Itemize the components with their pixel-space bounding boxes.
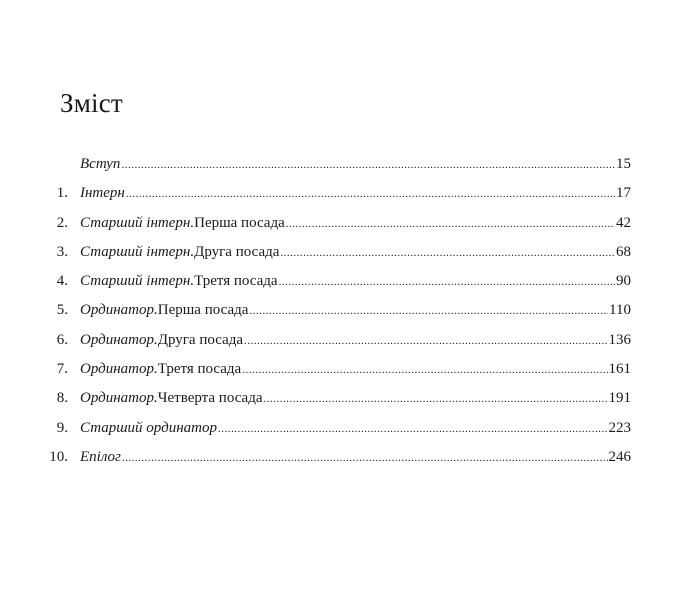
entry-line — [80, 361, 631, 378]
entry-page: 15 — [616, 156, 631, 172]
dot-leader — [126, 189, 615, 200]
toc-entry[interactable] — [0, 386, 700, 415]
entry-title-italic: Старший інтерн. — [80, 243, 195, 260]
dot-leader — [121, 160, 615, 171]
dot-leader — [218, 424, 608, 435]
dot-leader — [279, 277, 615, 288]
dot-leader — [249, 306, 608, 317]
entry-page: 90 — [616, 273, 631, 290]
entry-title-italic: Старший ординатор — [80, 419, 217, 436]
entry-title-rest: Перша посада — [194, 214, 285, 231]
entry-line — [80, 332, 631, 349]
entry-page: 246 — [608, 448, 631, 465]
entry-title-italic: Вступ — [80, 156, 121, 172]
entry-title-rest: Перша посада — [157, 302, 249, 319]
entry-number: 7. — [56, 361, 68, 378]
toc-entry[interactable] — [0, 240, 700, 269]
entry-line — [80, 449, 631, 466]
entry-title-italic: Ординатор. — [80, 361, 158, 378]
entry-title-italic: Ординатор. — [80, 390, 158, 407]
entry-line — [80, 390, 631, 407]
entry-number: 5. — [56, 302, 68, 319]
entry-line — [80, 185, 631, 202]
entry-number: 6. — [56, 331, 68, 348]
toc-entry[interactable] — [0, 298, 700, 327]
entry-title-italic: Старший інтерн. — [80, 273, 195, 290]
entry-page: 68 — [616, 243, 631, 260]
toc-entry[interactable] — [0, 328, 700, 357]
toc-entry[interactable] — [0, 269, 700, 298]
toc-entry[interactable] — [0, 445, 700, 474]
entry-number: 4. — [56, 273, 68, 290]
entry-page: 161 — [608, 361, 631, 378]
entry-line — [80, 156, 631, 173]
dot-leader — [122, 453, 608, 464]
entry-title-italic: Епілог — [80, 448, 121, 465]
entry-title-rest: Третя посада — [157, 361, 242, 378]
entry-title-italic: Ординатор. — [80, 302, 158, 319]
table-of-contents — [0, 152, 700, 474]
entry-page: 110 — [609, 302, 631, 319]
entry-line — [80, 420, 631, 437]
entry-line — [80, 215, 631, 232]
entry-page: 136 — [608, 331, 631, 348]
entry-title-italic: Ординатор. — [80, 331, 158, 348]
entry-page: 191 — [608, 390, 631, 407]
entry-title-italic: Старший інтерн. — [80, 214, 195, 231]
entry-title-rest: Третя посада — [194, 273, 278, 290]
entry-line — [80, 244, 631, 261]
entry-line — [80, 302, 631, 319]
page-title: Зміст — [60, 88, 123, 118]
toc-entry[interactable] — [0, 181, 700, 210]
entry-number: 8. — [56, 390, 68, 407]
toc-entry[interactable] — [0, 357, 700, 386]
dot-leader — [280, 248, 615, 259]
entry-title-rest: Друга посада — [194, 243, 280, 260]
entry-number: 9. — [56, 419, 68, 436]
entry-number: 10. — [49, 448, 68, 465]
entry-page: 17 — [616, 185, 631, 202]
entry-title-italic: Інтерн — [80, 185, 125, 202]
toc-entry[interactable] — [0, 416, 700, 445]
entry-title-rest: Друга посада — [157, 331, 244, 348]
entry-number: 1. — [56, 185, 68, 202]
entry-line — [80, 273, 631, 290]
entry-number: 3. — [56, 243, 68, 260]
entry-page: 42 — [616, 214, 631, 231]
entry-number: 2. — [56, 214, 68, 231]
toc-entry[interactable] — [0, 211, 700, 240]
entry-page: 223 — [608, 419, 631, 436]
dot-leader — [286, 219, 615, 230]
dot-leader — [242, 365, 607, 376]
dot-leader — [244, 336, 607, 347]
toc-entry[interactable] — [0, 152, 700, 181]
entry-title-rest: Четверта посада — [157, 390, 263, 407]
dot-leader — [264, 394, 608, 405]
